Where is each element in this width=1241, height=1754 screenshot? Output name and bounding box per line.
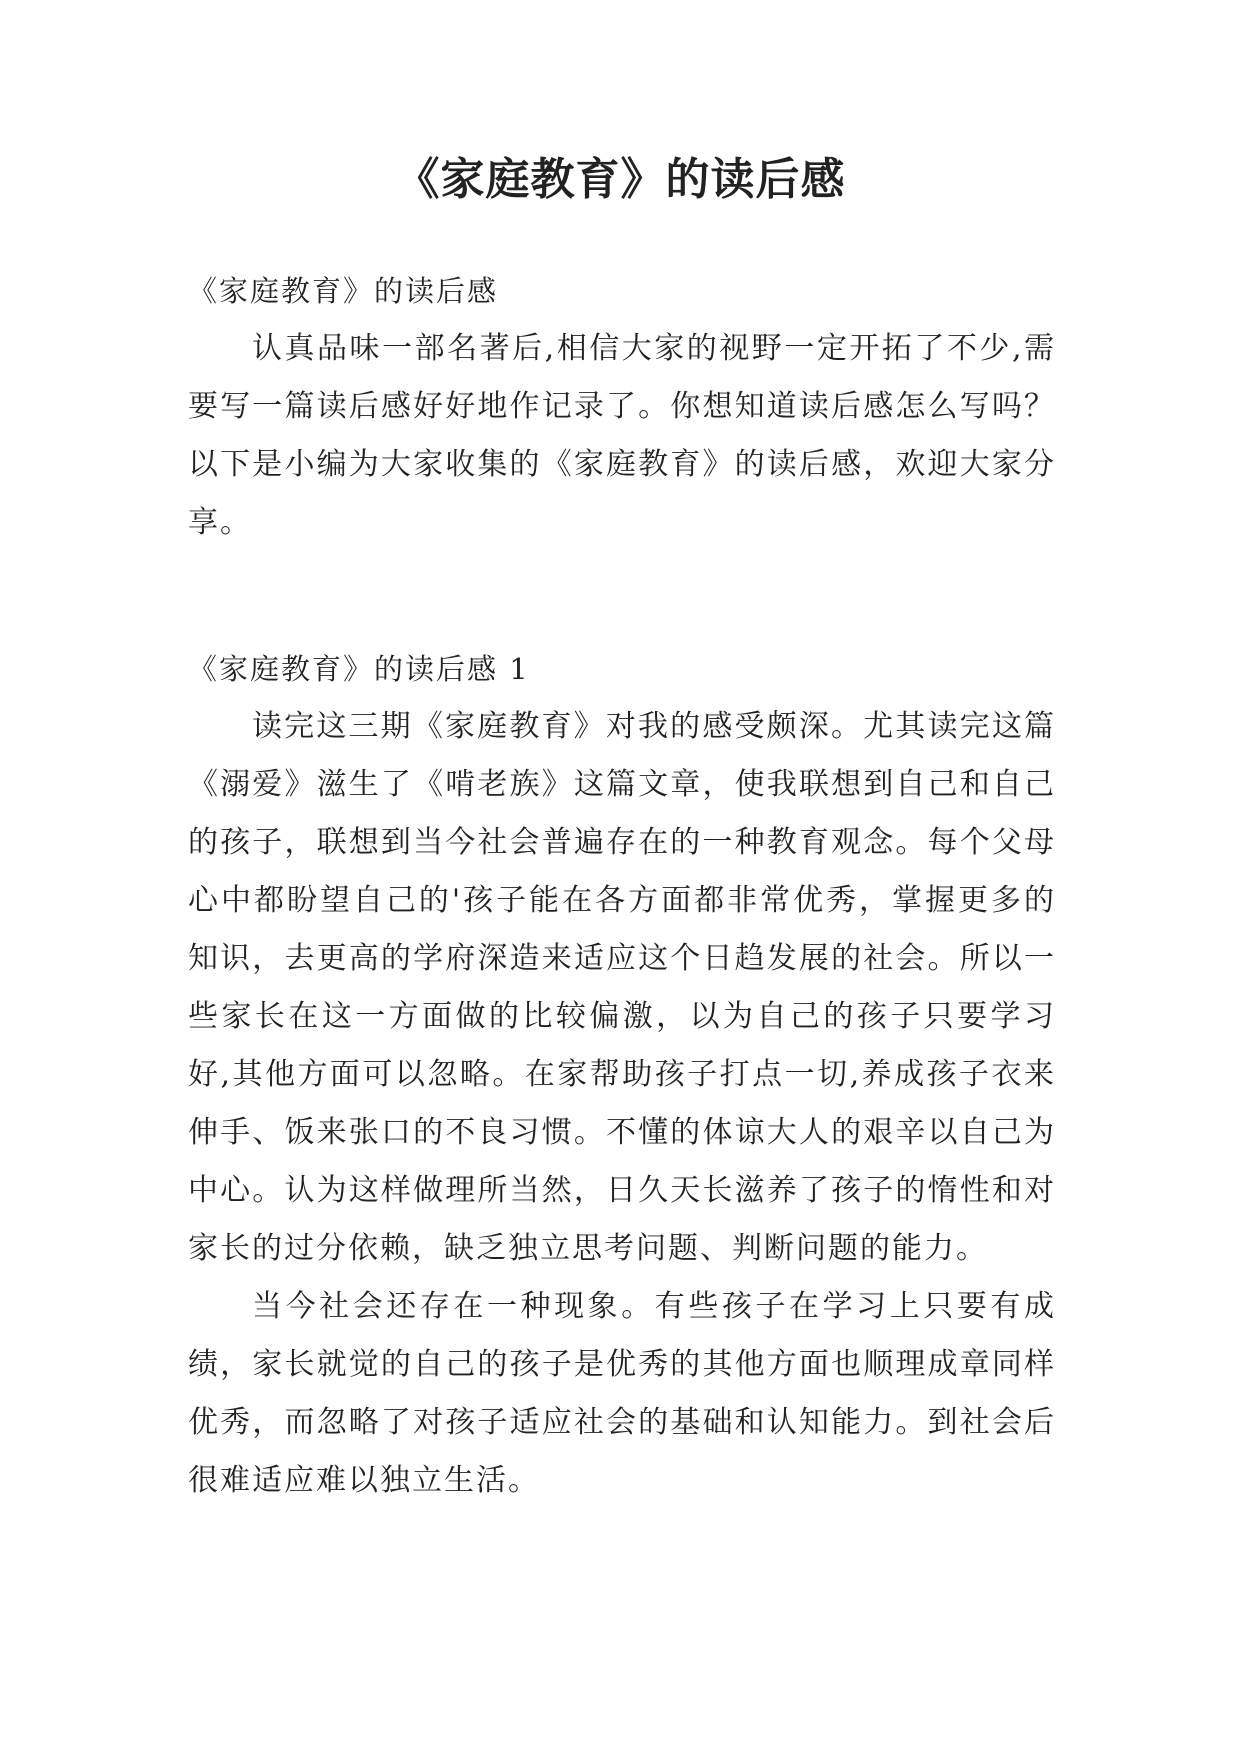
essay-paragraph: 读完这三期《家庭教育》对我的感受颇深。尤其读完这篇《溺爱》滋生了《啃老族》这篇文章，使我联想到自己和自己的孩子，联想到当今社会普遍存在的一种教育观念。每个父母心中都盼望自己的'孩子能在各方面都非常优秀，掌握更多的知识，去更高的学府深造来适应这个日趋发展的社会。所以一些家长在这一方面做的比较偏激，以为自己的孩子只要学习好,其他方面可以忽略。在家帮助孩子打点一切,养成孩子衣来伸手、饭来张口的不良习惯。不懂的体谅大人的艰辛以自己为中心。认为这样做理所当然，日久天长滋养了孩子的惰性和对家长的过分依赖，缺乏独立思考问题、判断问题的能力。 xyxy=(188,709,1056,1266)
document-title: 《家庭教育》的读后感 xyxy=(395,154,846,205)
essay-paragraph: 当今社会还存在一种现象。有些孩子在学习上只要有成绩，家长就觉的自己的孩子是优秀的其他方面也顺理成章同样优秀，而忽略了对孩子适应社会的基础和认知能力。到社会后很难适应难以独立生活。 xyxy=(188,1289,1056,1498)
intro-section xyxy=(188,262,1056,552)
essay-section-1 xyxy=(188,640,1056,1510)
intro-heading: 《家庭教育》的读后感 xyxy=(188,274,499,308)
intro-paragraph: 认真品味一部名著后,相信大家的视野一定开拓了不少,需要写一篇读后感好好地作记录了。你想知道读后感怎么写吗？以下是小编为大家收集的《家庭教育》的读后感，欢迎大家分享。 xyxy=(188,331,1056,540)
essay-heading-1: 《家庭教育》的读后感 1 xyxy=(188,652,530,686)
